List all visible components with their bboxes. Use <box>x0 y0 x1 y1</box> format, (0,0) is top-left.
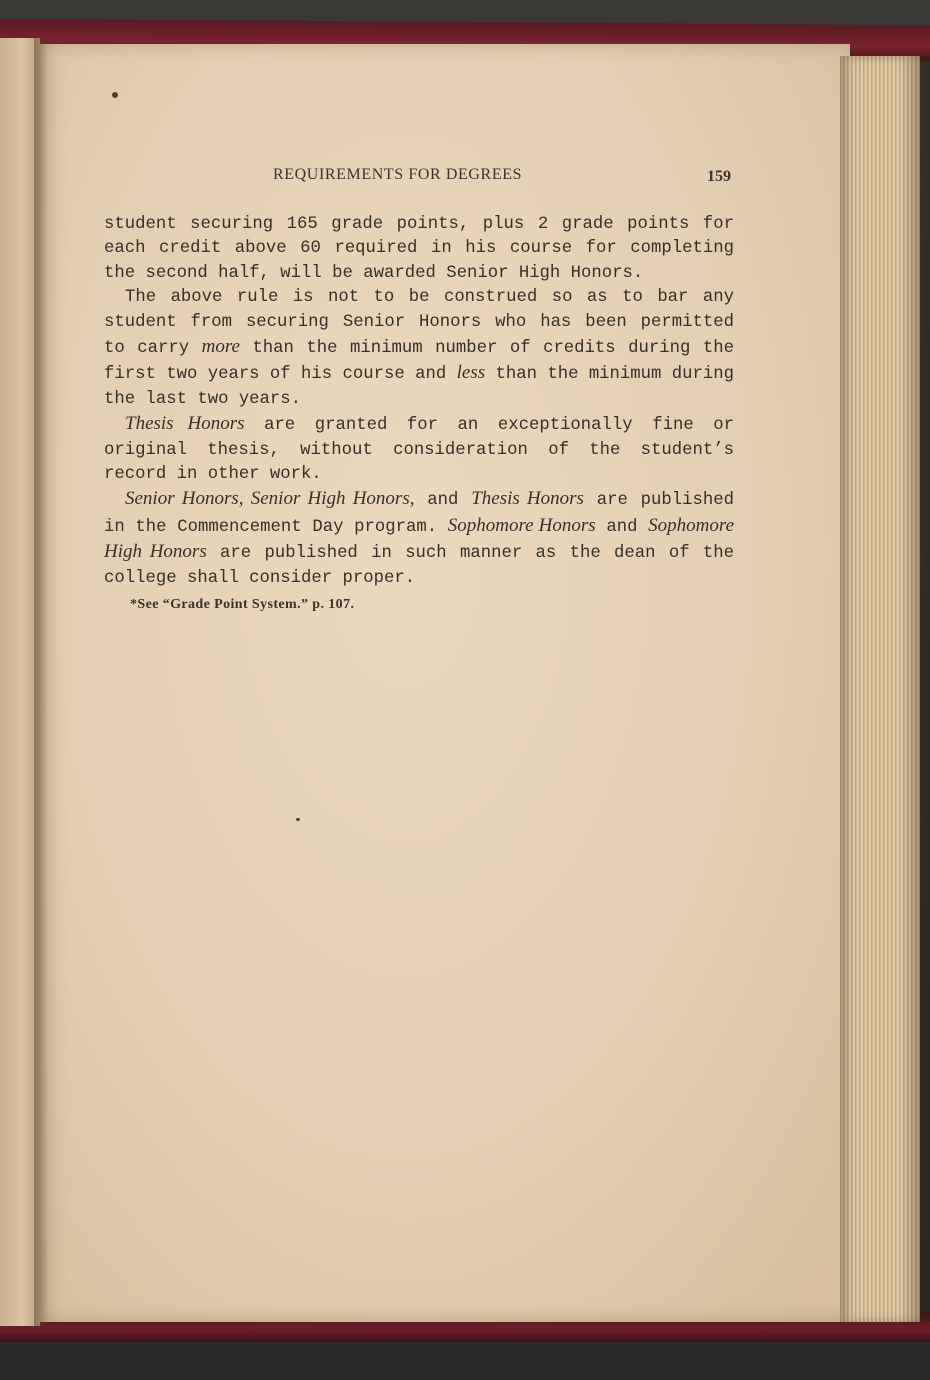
paragraph-thesis-honors <box>104 412 734 487</box>
emphasis-text: Thesis Honors <box>471 488 584 510</box>
paragraph-text: than the minimum during the last two years. <box>104 365 734 409</box>
emphasis-text: Sophomore Honors <box>447 514 596 536</box>
paragraph-text: are granted for an exceptionally fine or original thesis, without consideration of the student’s record in other work. <box>104 416 734 485</box>
paper-speck <box>296 818 300 821</box>
paper-speck <box>112 92 118 98</box>
paragraph-publication <box>104 487 734 591</box>
emphasis-text: Sophomore High Honors <box>104 514 734 563</box>
paragraph-rule-construction <box>104 286 734 412</box>
paragraph-text: are published in such manner as the dean of the college shall consider proper. <box>104 544 735 588</box>
page-gutter-shadow <box>34 38 48 1326</box>
emphasis-text: less <box>456 362 486 384</box>
page-header <box>40 164 850 190</box>
paragraph-text: and <box>595 517 649 537</box>
footnote: *See “Grade Point System.” p. 107. <box>130 597 355 612</box>
paragraph-text: The above rule is not to be construed so as to bar any student from securing Senior Honors who has been permitted to carry <box>104 288 734 359</box>
paragraph-text: are published in the Commencement Day program. <box>104 491 735 537</box>
emphasis-text: Senior Honors, Senior High Honors, <box>125 488 415 510</box>
emphasis-text: more <box>201 336 240 358</box>
running-head: REQUIREMENTS FOR DEGREES <box>273 166 523 183</box>
page-number: 159 <box>707 168 731 185</box>
body-text <box>104 213 734 591</box>
paragraph-text: student securing 165 grade points, plus 2 grade points for each credit above 60 required in his course for completing the second half, will be awarded Senior High Honors. <box>104 215 734 283</box>
page-stack-shade <box>900 56 930 1322</box>
emphasis-text: Thesis Honors <box>125 413 245 435</box>
paragraph-text: than the minimum number of credits during the first two years of his course and <box>104 339 734 385</box>
paragraph-continuation <box>104 213 734 286</box>
paragraph-text: and <box>414 491 472 511</box>
